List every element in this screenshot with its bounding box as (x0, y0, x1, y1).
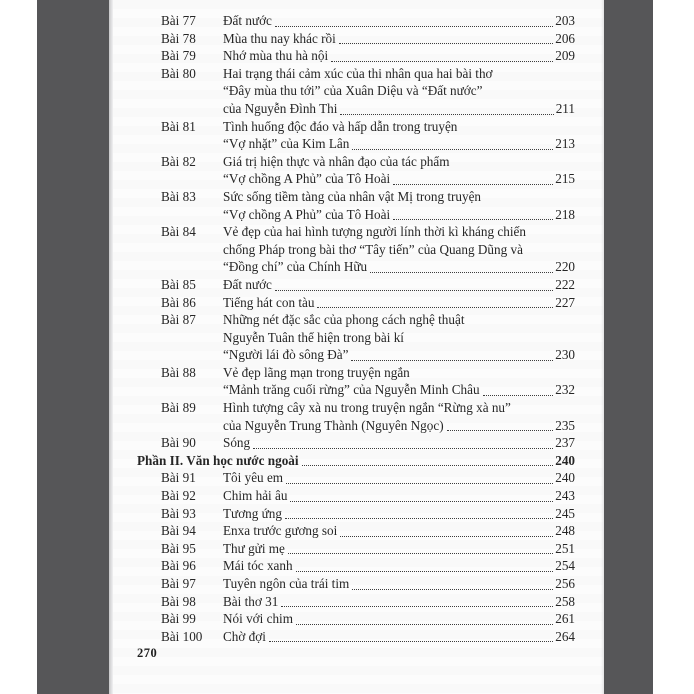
toc-entry-page: 209 (555, 48, 575, 64)
toc-entry-page: 258 (555, 593, 575, 609)
toc-entry-page: 235 (555, 417, 575, 433)
toc-entry-label: Bài 100 (161, 628, 203, 644)
dotted-leader (296, 571, 554, 572)
dotted-leader (285, 518, 553, 519)
toc-line (161, 628, 575, 646)
toc-entry-title: Tôi yêu em (223, 470, 284, 486)
toc-entry-title: Mái tóc xanh (223, 558, 293, 574)
toc-entry-title-continued: Nguyễn Tuân thể hiện trong bài kí (223, 329, 404, 345)
dotted-leader (352, 589, 553, 590)
toc-entry-page: 240 (555, 452, 575, 468)
dotted-leader (351, 360, 553, 361)
toc-entry-page: 215 (555, 171, 575, 187)
toc-entry-page: 264 (555, 628, 575, 644)
toc-list (137, 12, 575, 645)
toc-entry-label: Bài 87 (161, 312, 196, 328)
toc-line (161, 557, 575, 575)
dotted-leader (281, 606, 553, 607)
toc-line (161, 522, 575, 540)
toc-entry-page: 211 (555, 100, 575, 116)
dotted-leader (288, 553, 553, 554)
toc-entry-label: Bài 94 (161, 523, 196, 539)
toc-entry-title: Tương ứng (223, 505, 282, 521)
toc-line (161, 276, 575, 294)
dotted-leader (275, 26, 553, 27)
toc-entry-page: 222 (555, 276, 575, 292)
toc-line (161, 135, 575, 153)
toc-entry-page: 230 (555, 347, 575, 363)
toc-line (161, 381, 575, 399)
toc-entry-title: Hai trạng thái cảm xúc của thi nhân qua hai bài thơ (223, 65, 493, 81)
toc-line (161, 188, 575, 206)
book-page (109, 0, 604, 694)
toc-line (161, 206, 575, 224)
left-dark-bar (37, 0, 109, 694)
toc-entry-label: Bài 82 (161, 153, 196, 169)
toc-section-row (137, 452, 575, 470)
toc-line (161, 82, 575, 100)
toc-entry-label: Bài 89 (161, 400, 196, 416)
toc-entry-title: Đất nước (223, 13, 272, 28)
dotted-leader (331, 61, 553, 62)
toc-entry-page: 206 (555, 30, 575, 46)
toc-entry-title-continued: “Người lái đò sông Đà” (223, 347, 349, 363)
toc-entry-title-continued: “Vợ nhặt” của Kim Lân (223, 136, 350, 152)
toc-entry-title: Bài thơ 31 (223, 593, 279, 609)
toc-line (161, 364, 575, 382)
dotted-leader (340, 536, 553, 537)
toc-line (161, 170, 575, 188)
toc-entry-page: 213 (555, 136, 575, 152)
toc-line (161, 487, 575, 505)
dotted-leader (352, 149, 553, 150)
toc-entry-title: Sức sống tiềm tàng của nhân vật Mị trong truyện (223, 188, 482, 204)
dotted-leader (447, 430, 554, 431)
dotted-leader (269, 641, 553, 642)
dotted-leader (290, 501, 553, 502)
toc-entry-label: Bài 96 (161, 558, 196, 574)
toc-entry-title: Mùa thu nay khác rồi (223, 30, 336, 46)
toc-entry-label: Bài 86 (161, 294, 196, 310)
toc-entry-page: 248 (555, 523, 575, 539)
toc-entry-label: Bài 79 (161, 48, 196, 64)
dotted-leader (253, 448, 553, 449)
toc-entry-page: 243 (555, 488, 575, 504)
toc-line (161, 223, 575, 241)
toc-entry-title: Enxa trước gương soi (223, 523, 338, 539)
toc-entry-title: Giá trị hiện thực và nhân đạo của tác phẩm (223, 153, 450, 169)
dotted-leader (339, 43, 553, 44)
toc-entry-title: Chim hải âu (223, 488, 288, 504)
toc-entry-page: 256 (555, 576, 575, 591)
dotted-leader (483, 395, 554, 396)
toc-entry-label: Bài 95 (161, 540, 196, 556)
toc-line (161, 12, 575, 30)
toc-entry-title: Đất nước (223, 276, 272, 292)
page-number-footer: 270 (137, 646, 158, 660)
toc-entry-label: Bài 91 (161, 470, 196, 486)
toc-section-heading: Phần II. Văn học nước ngoài (137, 452, 299, 468)
toc-entry-page: 220 (555, 259, 575, 275)
toc-line (161, 294, 575, 312)
toc-entry-label: Bài 80 (161, 65, 196, 81)
toc-entry-page: 245 (555, 505, 575, 521)
page-left-edge-shading (109, 0, 113, 694)
toc-entry-title: Tuyên ngôn của trái tim (223, 576, 350, 591)
toc-entry-title: Những nét đặc sắc của phong cách nghệ thuật (223, 312, 465, 328)
toc-line (161, 399, 575, 417)
toc-entry-label: Bài 98 (161, 593, 196, 609)
toc-entry-title: Nói với chim (223, 611, 293, 627)
toc-line (161, 540, 575, 558)
toc-entry-label: Bài 83 (161, 188, 196, 204)
toc-line (161, 65, 575, 83)
toc-entry-title-continued: “Đây mùa thu tới” của Xuân Diệu và “Đất nước” (223, 83, 483, 99)
toc-line (161, 153, 575, 171)
toc-entry-title: Tình huống độc đáo và hấp dẫn trong truyện (223, 118, 458, 134)
toc-entry-label: Bài 90 (161, 435, 196, 451)
toc-entry-label: Bài 85 (161, 276, 196, 292)
toc-entry-label: Bài 97 (161, 576, 196, 591)
toc-line (161, 311, 575, 329)
toc-entry-label: Bài 78 (161, 30, 196, 46)
toc-entry-title-continued: chống Pháp trong bài thơ “Tây tiến” của Quang Dũng và (223, 241, 523, 257)
toc-entry-label: Bài 99 (161, 611, 196, 627)
toc-entry-page: 240 (555, 470, 575, 486)
toc-entry-page: 203 (555, 13, 575, 28)
dotted-leader (296, 624, 553, 625)
toc-entry-label: Bài 93 (161, 505, 196, 521)
toc-entry-label: Bài 77 (161, 13, 196, 28)
toc-entry-label: Bài 88 (161, 364, 196, 380)
toc-line (161, 30, 575, 48)
toc-entry-page: 237 (555, 435, 575, 451)
dotted-leader (393, 184, 553, 185)
toc-line (161, 100, 575, 118)
toc-line (161, 346, 575, 364)
toc-entry-title: Thư gửi mẹ (223, 540, 285, 556)
toc-entry-title-continued: “Vợ chồng A Phủ” của Tô Hoài (223, 206, 391, 222)
toc-entry-page: 254 (555, 558, 575, 574)
toc-entry-page: 251 (555, 540, 575, 556)
toc-line (161, 417, 575, 435)
toc-entry-title-continued: “Mảnh trăng cuối rừng” của Nguyễn Minh Châu (223, 382, 480, 398)
toc-entry-title-continued: “Vợ chồng A Phủ” của Tô Hoài (223, 171, 391, 187)
toc-entry-label: Bài 84 (161, 224, 196, 240)
toc-entry-title-continued: “Đồng chí” của Chính Hữu (223, 259, 368, 275)
toc-line (161, 610, 575, 628)
toc-line (161, 593, 575, 611)
dotted-leader (370, 272, 553, 273)
toc-line (161, 329, 575, 347)
dotted-leader (286, 483, 553, 484)
dotted-leader (275, 290, 553, 291)
dotted-leader (393, 219, 553, 220)
dotted-leader (317, 307, 553, 308)
toc-entry-label: Bài 81 (161, 118, 196, 134)
dotted-leader (302, 465, 554, 466)
toc-entry-title: Sóng (223, 435, 251, 451)
toc-entry-page: 227 (555, 294, 575, 310)
toc-line (161, 47, 575, 65)
toc-entry-title-continued: của Nguyễn Trung Thành (Nguyên Ngọc) (223, 417, 444, 433)
toc-line (161, 241, 575, 259)
right-dark-bar (604, 0, 653, 694)
toc-line (161, 469, 575, 487)
toc-entry-title: Tiếng hát con tàu (223, 294, 315, 310)
toc-entry-title-continued: của Nguyễn Đình Thi (223, 100, 338, 116)
toc-line (161, 505, 575, 523)
toc-entry-title: Hình tượng cây xà nu trong truyện ngắn “Rừng xà nu” (223, 400, 511, 416)
toc-entry-title: Vẻ đẹp lãng mạn trong truyện ngắn (223, 364, 410, 380)
toc-line (161, 575, 575, 593)
toc-entry-title: Chờ đợi (223, 628, 266, 644)
dotted-leader (340, 114, 553, 115)
toc-entry-title: Vẻ đẹp của hai hình tượng người lính thời kì kháng chiến (223, 224, 526, 240)
toc-line (161, 258, 575, 276)
toc-entry-label: Bài 92 (161, 488, 196, 504)
toc-line (161, 118, 575, 136)
toc-line (161, 434, 575, 452)
toc-entry-title: Nhớ mùa thu hà nội (223, 48, 329, 64)
toc-entry-page: 232 (555, 382, 575, 398)
toc-entry-page: 261 (555, 611, 575, 627)
toc-entry-page: 218 (555, 206, 575, 222)
